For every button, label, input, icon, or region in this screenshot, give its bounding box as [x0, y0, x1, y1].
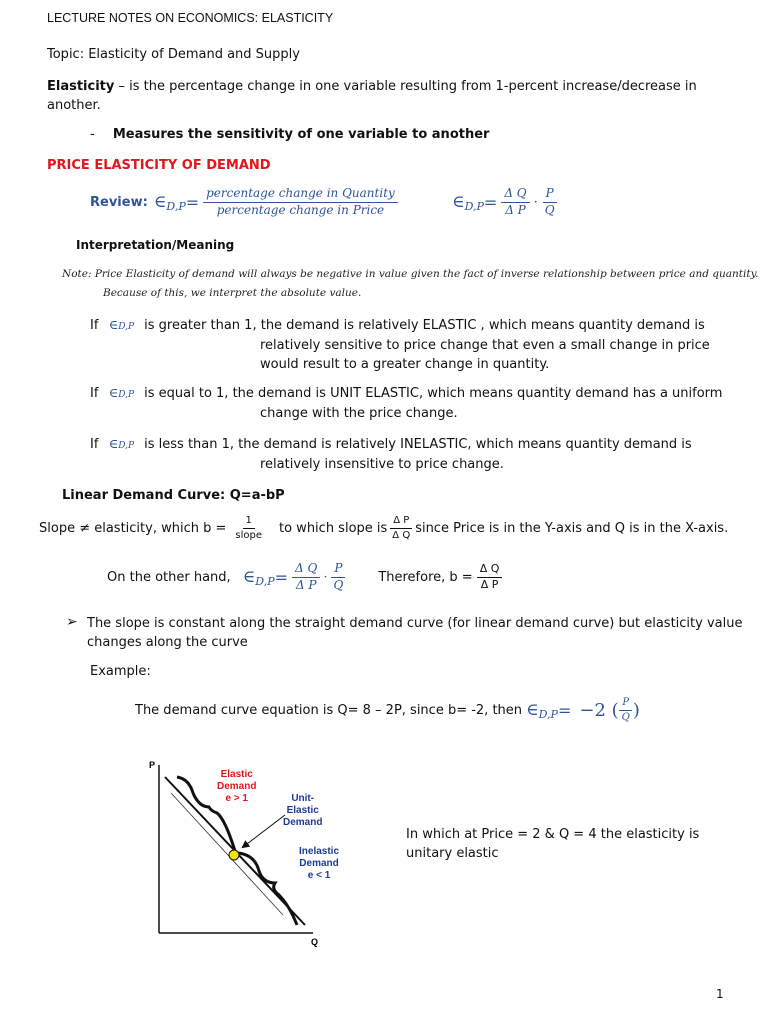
slope-constant-text: The slope is constant along the straight demand curve (for linear demand curve) but elasticity value changes along the curve: [87, 616, 743, 650]
note-line-1: Note: Price Elasticity of demand will always be negative in value given the fact of inverse relationship between price and quantity.: [62, 268, 759, 280]
fraction-numerator: Δ Q: [477, 563, 503, 578]
q-denominator: Q: [544, 202, 555, 217]
elasticity-definition: [47, 77, 727, 115]
q-denominator: Q: [333, 577, 344, 592]
label-line: Demand: [283, 817, 323, 828]
fraction-denominator: slope: [235, 529, 262, 541]
epsilon-subscript: D,P: [118, 441, 134, 451]
label-line: Elastic: [220, 769, 253, 780]
fraction-numerator: Δ P: [390, 515, 412, 529]
dash-marker: -: [90, 127, 95, 142]
other-hand-text: On the other hand,: [107, 569, 231, 585]
p-numerator: P: [619, 697, 632, 711]
epsilon-symbol: ∈: [153, 192, 167, 213]
label-line: Unit-: [291, 793, 315, 804]
example-text: The demand curve equation is Q= 8 – 2P, since b= -2, then: [135, 702, 523, 718]
pq-fraction: [330, 562, 346, 593]
note-line-2: Because of this, we interpret the absolute value.: [103, 287, 362, 299]
demand-diagram: [145, 755, 385, 955]
other-hand-line: [107, 562, 502, 593]
if-word: If: [90, 386, 99, 401]
epsilon-symbol: ∈: [452, 192, 465, 213]
slope-text-1: Slope ≠ elasticity, which b =: [39, 520, 227, 536]
measures-bullet: [90, 127, 489, 142]
delta-p: Δ P: [505, 202, 526, 217]
q-denominator: Q: [621, 711, 630, 723]
definition-term: Elasticity: [47, 79, 115, 94]
topic-line: Topic: Elasticity of Demand and Supply: [47, 47, 300, 62]
epsilon-symbol: ∈: [108, 437, 119, 452]
delta-q: Δ Q: [292, 562, 320, 578]
case-continuation: relatively insensitive to price change.: [260, 457, 504, 472]
fraction-denominator: Δ Q: [392, 529, 411, 541]
case-continuation: would result to a greater change in quantity.: [260, 357, 550, 372]
therefore-text: Therefore, b =: [378, 569, 473, 585]
if-word: If: [90, 318, 99, 333]
epsilon-subscript: D,P: [464, 199, 484, 213]
case-continuation: relatively sensitive to price change that even a small change in price: [260, 338, 710, 353]
epsilon-symbol: ∈: [108, 386, 119, 401]
definition-text: – is the percentage change in one variable resulting from 1-percent increase/decrease in another.: [47, 79, 697, 113]
epsilon-symbol: ∈: [242, 567, 256, 588]
b-fraction: [477, 563, 503, 591]
unit-elastic-label: [283, 793, 322, 829]
close-paren: ): [632, 699, 640, 721]
unit-elastic-point: [229, 850, 239, 860]
dot-operator: ·: [533, 194, 538, 210]
review-label: Review:: [90, 194, 148, 210]
equals-sign: =: [185, 192, 200, 212]
epsilon-symbol: ∈: [108, 318, 119, 333]
fraction-denominator: Δ P: [480, 577, 499, 591]
inelastic-demand-label: [299, 846, 339, 882]
epsilon-subscript: D,P: [166, 199, 186, 213]
label-line: Elastic: [286, 805, 319, 816]
diagram-caption: In which at Price = 2 & Q = 4 the elasticity is unitary elastic: [406, 827, 700, 861]
label-line: Demand: [217, 781, 257, 792]
label-line: e < 1: [307, 870, 331, 881]
case-inelastic: [90, 437, 692, 452]
delta-p: Δ P: [295, 577, 317, 592]
example-fraction: [619, 697, 633, 723]
example-label: Example:: [90, 664, 151, 679]
delta-fraction: [501, 187, 529, 218]
page-header: LECTURE NOTES ON ECONOMICS: ELASTICITY: [47, 11, 334, 25]
slope-fraction-1: [232, 515, 265, 541]
example-equation: [135, 697, 640, 723]
arrow-bullet-icon: ➢: [66, 614, 78, 630]
case-continuation: change with the price change.: [260, 406, 458, 421]
p-numerator: P: [331, 562, 345, 578]
case-elastic: [90, 318, 705, 333]
measures-text: Measures the sensitivity of one variable to another: [112, 127, 490, 142]
delta-q: Δ Q: [501, 187, 529, 203]
epsilon-subscript: D,P: [118, 322, 134, 332]
slope-text-3: since Price is in the Y-axis and Q is in the X-axis.: [415, 520, 729, 536]
slope-text-2: to which slope is: [279, 520, 388, 536]
delta-fraction: [292, 562, 320, 593]
interpretation-heading: Interpretation/Meaning: [76, 238, 235, 252]
epsilon-symbol: ∈: [526, 700, 539, 720]
fraction-numerator: 1: [243, 515, 255, 529]
equals-sign: =: [557, 700, 572, 720]
coefficient: −2 (: [579, 699, 619, 721]
x-axis-label: Q: [311, 937, 319, 947]
unit-pointer-arrow: [243, 815, 285, 847]
case-text: is equal to 1, the demand is UNIT ELASTIC, which means quantity demand has a uniform: [144, 386, 723, 401]
epsilon-subscript: D,P: [538, 707, 558, 721]
page-number: 1: [716, 987, 724, 1001]
elastic-demand-label: [217, 769, 256, 805]
label-line: e > 1: [225, 793, 248, 804]
slope-line: [39, 515, 728, 541]
section-heading: PRICE ELASTICITY OF DEMAND: [47, 158, 271, 173]
review-fraction: [203, 187, 398, 218]
case-unit: [90, 386, 722, 401]
epsilon-subscript: D,P: [255, 574, 275, 588]
epsilon-subscript: D,P: [118, 390, 134, 400]
review-numerator: percentage change in Quantity: [203, 187, 398, 203]
case-text: is greater than 1, the demand is relatively ELASTIC , which means quantity demand is: [144, 318, 705, 333]
review-formula: [90, 187, 398, 218]
review-denominator: percentage change in Price: [216, 202, 385, 217]
dot-operator: ·: [323, 569, 328, 585]
pq-fraction: [542, 187, 558, 218]
label-line: Inelastic: [299, 846, 340, 857]
label-line: Demand: [299, 858, 339, 869]
p-numerator: P: [543, 187, 557, 203]
equals-sign: =: [274, 567, 288, 587]
linear-demand-heading: Linear Demand Curve: Q=a-bP: [62, 488, 285, 503]
slope-fraction-2: [389, 515, 413, 541]
y-axis-label: P: [149, 760, 156, 770]
demand-diagram-svg: [145, 755, 385, 955]
if-word: If: [90, 437, 99, 452]
equals-sign: =: [483, 192, 498, 212]
parallel-guide-line: [171, 793, 283, 915]
review-formula-right: [452, 187, 558, 218]
case-text: is less than 1, the demand is relatively INELASTIC, which means quantity demand is: [144, 437, 692, 452]
